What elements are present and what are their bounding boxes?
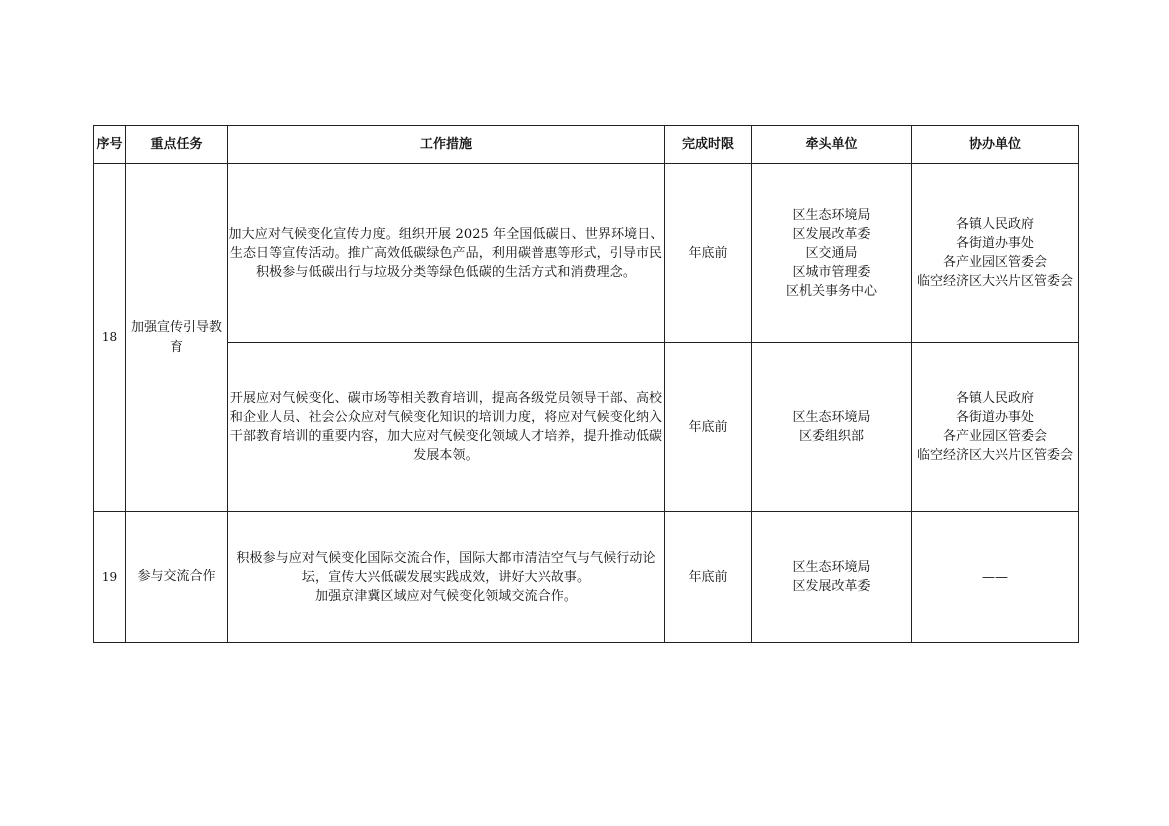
header-assist: 协办单位 [912, 126, 1079, 164]
measure-paragraph: 积极参与应对气候变化国际交流合作，国际大都市清洁空气与气候行动论坛，宣传大兴低碳发展实践成效，讲好大兴故事。 [236, 550, 656, 585]
assist-unit: 各镇人民政府 [955, 391, 1034, 406]
lead-unit: 区委组织部 [798, 429, 864, 444]
row-deadline: 年底前 [665, 512, 752, 643]
row-deadline: 年底前 [665, 164, 752, 343]
lead-unit: 区生态环境局 [792, 207, 871, 223]
assist-unit: 各产业园区管委会 [942, 429, 1047, 444]
row-task: 参与交流合作 [126, 512, 228, 643]
measure-paragraph: 加强京津冀区域应对气候变化领域交流合作。 [314, 588, 577, 604]
assist-unit: 各街道办事处 [955, 236, 1034, 251]
row-lead-units [752, 512, 912, 643]
lead-unit: 区发展改革委 [792, 226, 871, 242]
row-measure [228, 512, 665, 643]
row-lead-units [752, 343, 912, 512]
row-task: 加强宣传引导教育 [126, 164, 228, 512]
header-seq: 序号 [94, 126, 126, 164]
row-assist-units: —— [912, 512, 1079, 643]
lead-unit: 区生态环境局 [792, 410, 871, 425]
work-plan-table [93, 125, 1079, 643]
table-row [94, 343, 1079, 512]
assist-unit: 临空经济区大兴片区管委会 [916, 448, 1073, 463]
lead-unit: 区机关事务中心 [785, 283, 877, 299]
table-row [94, 164, 1079, 343]
row-measure: 加大应对气候变化宣传力度。组织开展 2025 年全国低碳日、世界环境日、生态日等宣传活动。推广高效低碳绿色产品，利用碳普惠等形式，引导市民积极参与低碳出行与垃圾分类等绿色低碳的生活方式和消费理念。 [228, 164, 665, 343]
table-row [94, 512, 1079, 643]
row-seq: 19 [94, 512, 126, 643]
assist-unit: 各镇人民政府 [955, 217, 1034, 232]
header-task: 重点任务 [126, 126, 228, 164]
assist-unit: 各街道办事处 [955, 410, 1034, 425]
assist-unit: 临空经济区大兴片区管委会 [916, 274, 1073, 289]
lead-unit: 区发展改革委 [792, 579, 871, 594]
header-lead: 牵头单位 [752, 126, 912, 164]
row-lead-units [752, 164, 912, 343]
row-assist-units [912, 164, 1079, 343]
header-measures: 工作措施 [228, 126, 665, 164]
header-deadline: 完成时限 [665, 126, 752, 164]
lead-unit: 区生态环境局 [792, 560, 871, 575]
assist-unit: 各产业园区管委会 [942, 255, 1047, 270]
lead-unit: 区交通局 [805, 245, 858, 261]
lead-unit: 区城市管理委 [792, 264, 871, 280]
row-assist-units [912, 343, 1079, 512]
row-deadline: 年底前 [665, 343, 752, 512]
row-measure: 开展应对气候变化、碳市场等相关教育培训，提高各级党员领导干部、高校和企业人员、社会公众应对气候变化知识的培训力度，将应对气候变化纳入干部教育培训的重要内容，加大应对气候变化领域人才培养，提升推动低碳发展本领。 [228, 343, 665, 512]
row-seq: 18 [94, 164, 126, 512]
header-row [94, 126, 1079, 164]
